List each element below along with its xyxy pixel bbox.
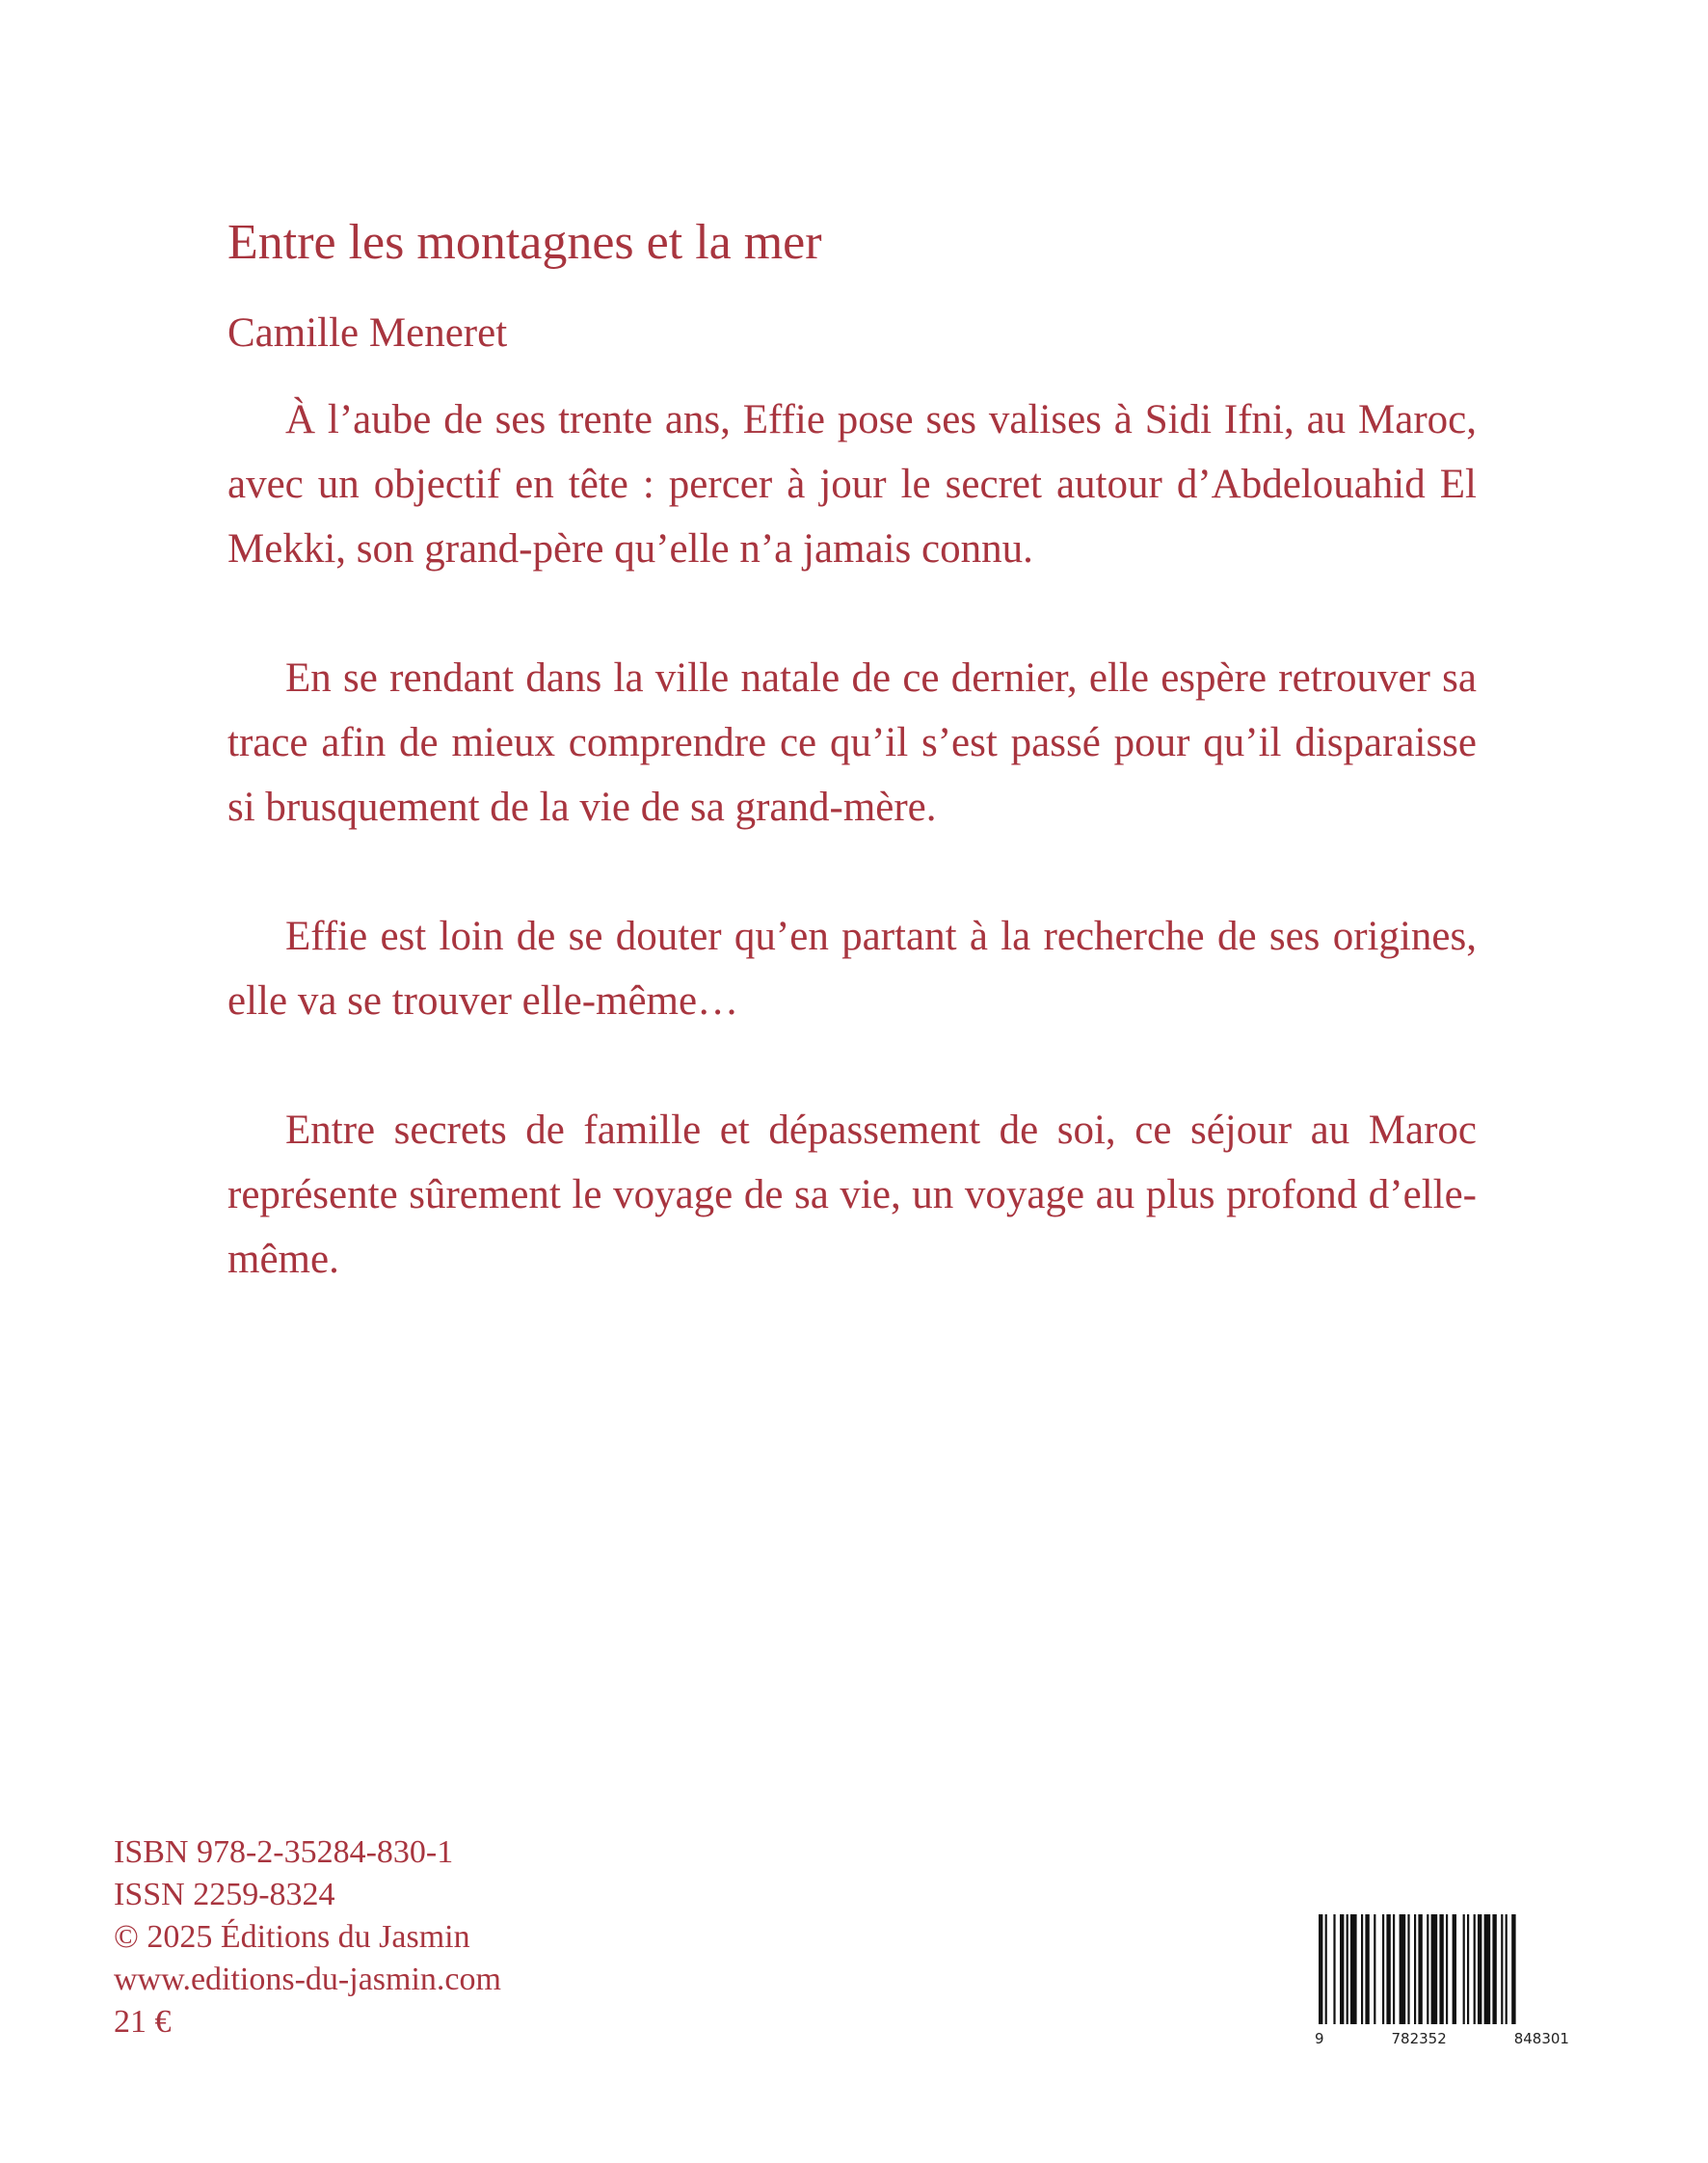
website-link[interactable]: www.editions-du-jasmin.com bbox=[114, 1962, 501, 1997]
barcode-digit-group: 782352 bbox=[1391, 2030, 1447, 2047]
price-label: 21 € bbox=[114, 2004, 172, 2040]
barcode-icon bbox=[1315, 1914, 1569, 2024]
barcode-digits bbox=[1315, 2030, 1569, 2047]
bibliographic-info bbox=[114, 1831, 501, 2043]
copyright-line: © 2025 Éditions du Jasmin bbox=[114, 1919, 470, 1955]
barcode-digit-group: 848301 bbox=[1513, 2030, 1569, 2047]
blurb-paragraph: Effie est loin de se douter qu’en partant à la recherche de ses origines, elle va se trouver elle-même… bbox=[227, 914, 1477, 1024]
blurb-paragraph: À l’aube de ses trente ans, Effie pose ses valises à Sidi Ifni, au Maroc, avec un objectif en tête : percer à jour le secret autour d’Abdelouahid El Mekki, son grand-père qu’elle n’a jamais connu. bbox=[227, 397, 1477, 572]
issn-line: ISSN 2259-8324 bbox=[114, 1877, 335, 1912]
barcode-digit-group: 9 bbox=[1315, 2030, 1324, 2047]
book-author: Camille Meneret bbox=[227, 310, 508, 356]
book-blurb bbox=[227, 387, 1477, 1292]
book-title: Entre les montagnes et la mer bbox=[227, 215, 822, 270]
blurb-paragraph: En se rendant dans la ville natale de ce dernier, elle espère retrouver sa trace afin de mieux comprendre ce qu’il s’est passé pour qu’il disparaisse si brusquement de la vie de sa grand-mère. bbox=[227, 655, 1477, 830]
isbn-line: ISBN 978-2-35284-830-1 bbox=[114, 1834, 454, 1870]
blurb-paragraph: Entre secrets de famille et dépassement de soi, ce séjour au Maroc représente sûrement le voyage de sa vie, un voyage au plus profond d’elle-même. bbox=[227, 1108, 1477, 1282]
